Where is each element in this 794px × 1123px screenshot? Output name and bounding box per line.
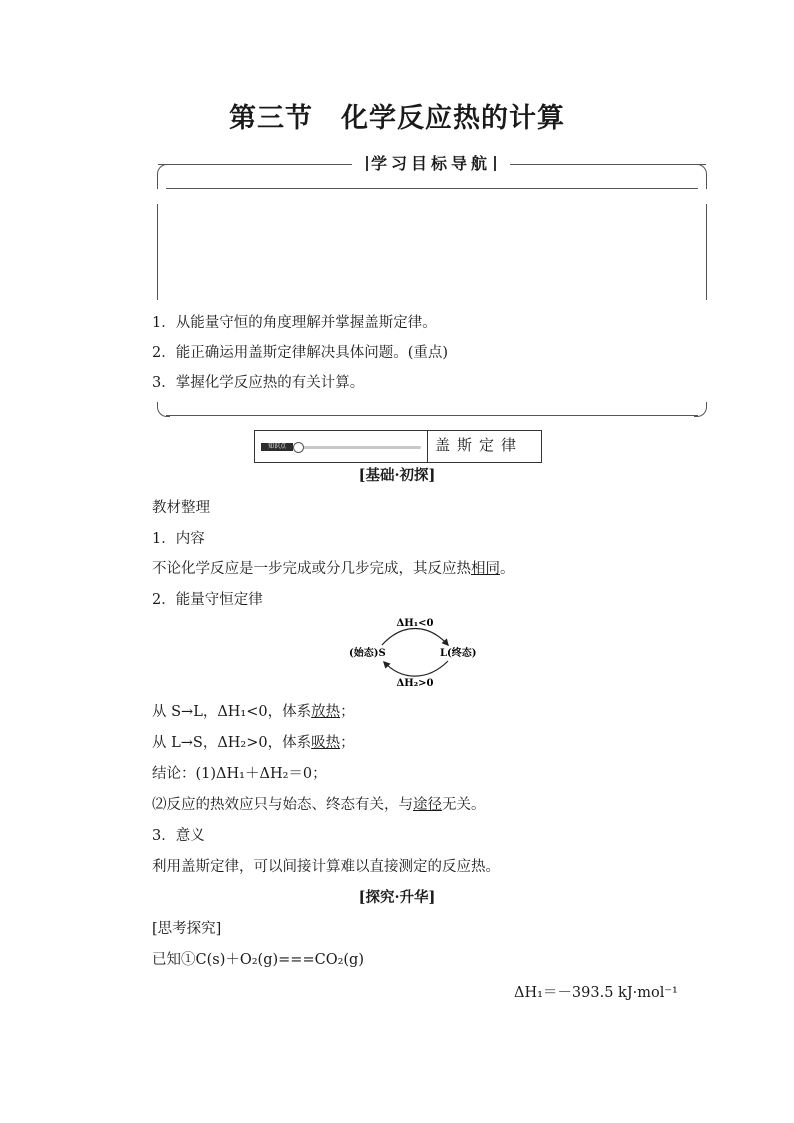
knowledge-chip: 知识点: [261, 443, 293, 451]
item-energy-heading: 2．能量守恒定律: [152, 592, 263, 608]
arrow-l-to-s: [384, 661, 448, 676]
line-l-to-s: 从 L→S，ΔH₂>0，体系吸热；: [152, 735, 355, 751]
conclusion-1: 结论：(1)ΔH₁＋ΔH₂＝0；: [152, 766, 327, 782]
page-title: 第三节 化学反应热的计算: [229, 103, 565, 134]
dh1-label: ΔH₁<0: [396, 618, 434, 629]
subheading-think: [思考探究]: [152, 921, 222, 937]
section-heading-basic: [基础·初探]: [358, 467, 436, 484]
goal-item-2: 2．能正确运用盖斯定律解决具体问题。(重点): [152, 345, 449, 361]
blank-same: 相同: [471, 561, 500, 577]
final-state-label: L(终态): [440, 648, 477, 659]
arrow-s-to-l: [382, 629, 448, 646]
goal-item-3: 3．掌握化学反应热的有关计算。: [152, 375, 365, 391]
slider-knob: [293, 442, 304, 453]
knowledge-point-box: [254, 430, 542, 463]
goals-banner: 学习目标导航: [352, 152, 510, 176]
enthalpy-1: ΔH₁＝－393.5 kJ·mol⁻¹: [514, 985, 678, 1001]
energy-cycle-diagram: [330, 612, 500, 694]
knowledge-label: 盖斯定律: [435, 436, 524, 454]
line-s-to-l: 从 S→L，ΔH₁<0，体系放热；: [152, 704, 355, 720]
goal-item-1: 1．从能量守恒的角度理解并掌握盖斯定律。: [152, 315, 437, 331]
dh2-label: ΔH₂>0: [396, 678, 434, 689]
blank-endothermic: 吸热: [311, 735, 341, 751]
subheading-material: 教材整理: [152, 500, 210, 516]
conclusion-2: ⑵反应的热效应只与始态、终态有关，与途径无关。: [152, 797, 486, 813]
blank-path: 途径: [413, 797, 442, 813]
initial-state-label: (始态)S: [349, 648, 386, 659]
content-text: 不论化学反应是一步完成或分几步完成，其反应热相同。: [152, 561, 515, 577]
slider-track: [295, 446, 421, 449]
meaning-text: 利用盖斯定律，可以间接计算难以直接测定的反应热。: [152, 859, 500, 875]
blank-exothermic: 放热: [311, 704, 341, 720]
item-meaning-heading: 3．意义: [152, 828, 205, 844]
equation-1: 已知①C(s)＋O₂(g)===CO₂(g): [152, 952, 364, 968]
section-heading-explore: [探究·升华]: [358, 889, 436, 906]
item-content-heading: 1．内容: [152, 531, 205, 547]
